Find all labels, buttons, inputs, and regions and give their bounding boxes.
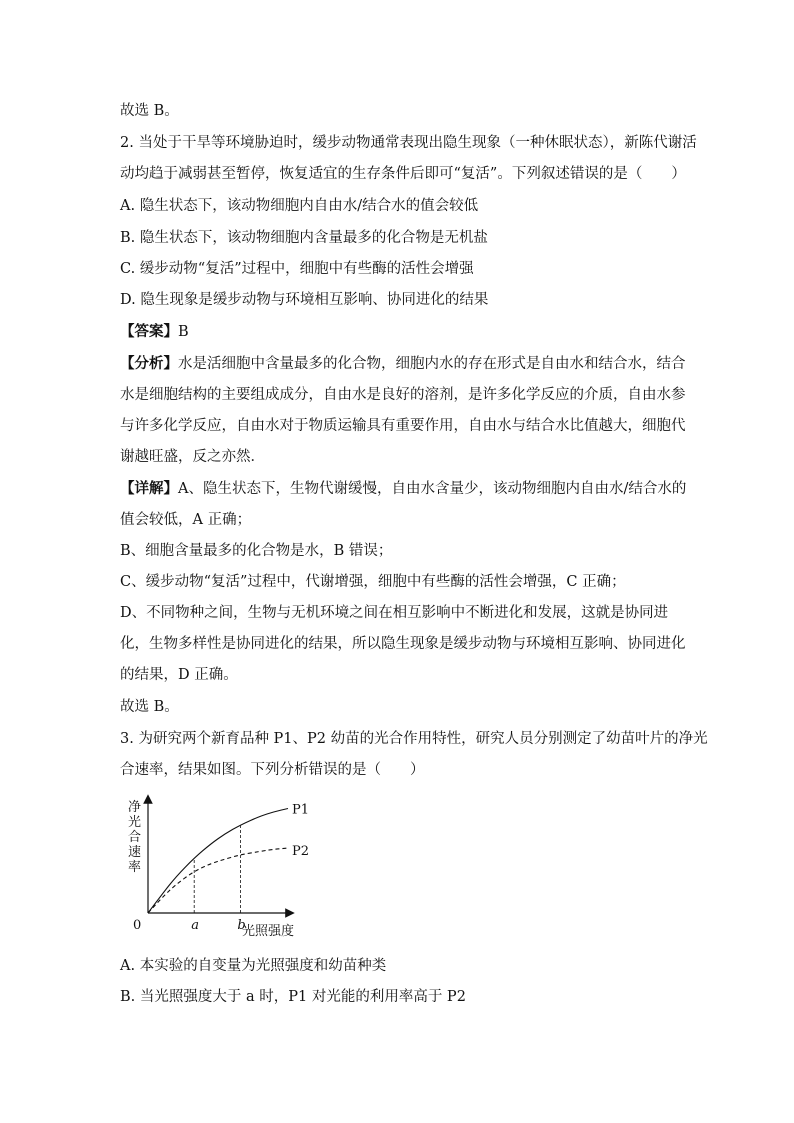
answer-value: B xyxy=(178,324,189,340)
q2-option-c: C. 缓步动物“复活”过程中，细胞中有些酶的活性会增强 xyxy=(120,261,474,277)
q2-stem-line1: 2. 当处于干旱等环境胁迫时，缓步动物通常表现出隐生现象（一种休眠状态），新陈代谢活 xyxy=(120,135,697,151)
q2-detail-line4: C、缓步动物“复活”过程中，代谢增强，细胞中有些酶的活性会增强，C 正确； xyxy=(120,574,626,590)
q2-detail-line5: D、不同物种之间，生物与无机环境之间在相互影响中不断进化和发展，这就是协同进 xyxy=(120,605,669,621)
series-p2-line xyxy=(148,848,288,913)
photosynthesis-chart xyxy=(128,793,328,943)
q2-option-a: A. 隐生状态下，该动物细胞内自由水/结合水的值会较低 xyxy=(120,198,479,214)
q2-answer xyxy=(120,322,189,342)
detail-text: A、隐生状态下，生物代谢缓慢，自由水含量少，该动物细胞内自由水/结合水的 xyxy=(178,481,687,497)
q2-conclusion: 故选 B。 xyxy=(120,699,179,715)
q3-stem-line2: 合速率，结果如图。下列分析错误的是（ ） xyxy=(120,762,425,778)
detail-tag: 【详解】 xyxy=(120,480,178,497)
q2-analysis-line4: 谢越旺盛，反之亦然． xyxy=(120,449,265,465)
origin-label: 0 xyxy=(133,918,142,933)
y-axis-label xyxy=(128,800,141,875)
answer-tag: 【答案】 xyxy=(120,323,178,340)
x-axis-label: 光照强度 xyxy=(242,924,295,939)
q1-conclusion: 故选 B。 xyxy=(120,103,179,119)
series-label-p1: P1 xyxy=(292,802,310,818)
q2-analysis-line1 xyxy=(120,354,686,374)
q2-stem-line2: 动均趋于减弱甚至暂停，恢复适宜的生存条件后即可“复活”。下列叙述错误的是（ ） xyxy=(120,166,686,182)
q2-option-d: D. 隐生现象是缓步动物与环境相互影响、协同进化的结果 xyxy=(120,292,489,308)
q2-detail-line2: 值会较低，A 正确； xyxy=(120,512,252,528)
q3-option-b: B. 当光照强度大于 a 时，P1 对光能的利用率高于 P2 xyxy=(120,989,466,1005)
x-tick-label-b: b xyxy=(237,918,246,933)
series-label-p2: P2 xyxy=(292,844,310,860)
analysis-text: 水是活细胞中含量最多的化合物，细胞内水的存在形式是自由水和结合水，结合 xyxy=(178,356,686,372)
q2-analysis-line3: 与许多化学反应，自由水对于物质运输具有重要作用，自由水与结合水比值越大，细胞代 xyxy=(120,418,686,434)
q2-detail-line6: 化，生物多样性是协同进化的结果，所以隐生现象是缓步动物与环境相互影响、协同进化 xyxy=(120,636,686,652)
q3-option-a: A. 本实验的自变量为光照强度和幼苗种类 xyxy=(120,958,387,974)
q2-analysis-line2: 水是细胞结构的主要组成成分，自由水是良好的溶剂，是许多化学反应的介质，自由水参 xyxy=(120,387,686,403)
y-axis-label-text: 净光合速率 xyxy=(128,800,142,875)
q2-detail-line7: 的结果，D 正确。 xyxy=(120,667,238,683)
analysis-tag: 【分析】 xyxy=(120,355,178,372)
q2-option-b: B. 隐生状态下，该动物细胞内含量最多的化合物是无机盐 xyxy=(120,230,488,246)
q2-detail-line1 xyxy=(120,479,686,499)
q3-stem-line1: 3. 为研究两个新育品种 P1、P2 幼苗的光合作用特性，研究人员分别测定了幼苗叶片的净光 xyxy=(120,731,708,747)
x-tick-label-a: a xyxy=(191,918,199,933)
series-p1-line xyxy=(148,809,288,914)
q2-detail-line3: B、细胞含量最多的化合物是水，B 错误； xyxy=(120,543,393,559)
